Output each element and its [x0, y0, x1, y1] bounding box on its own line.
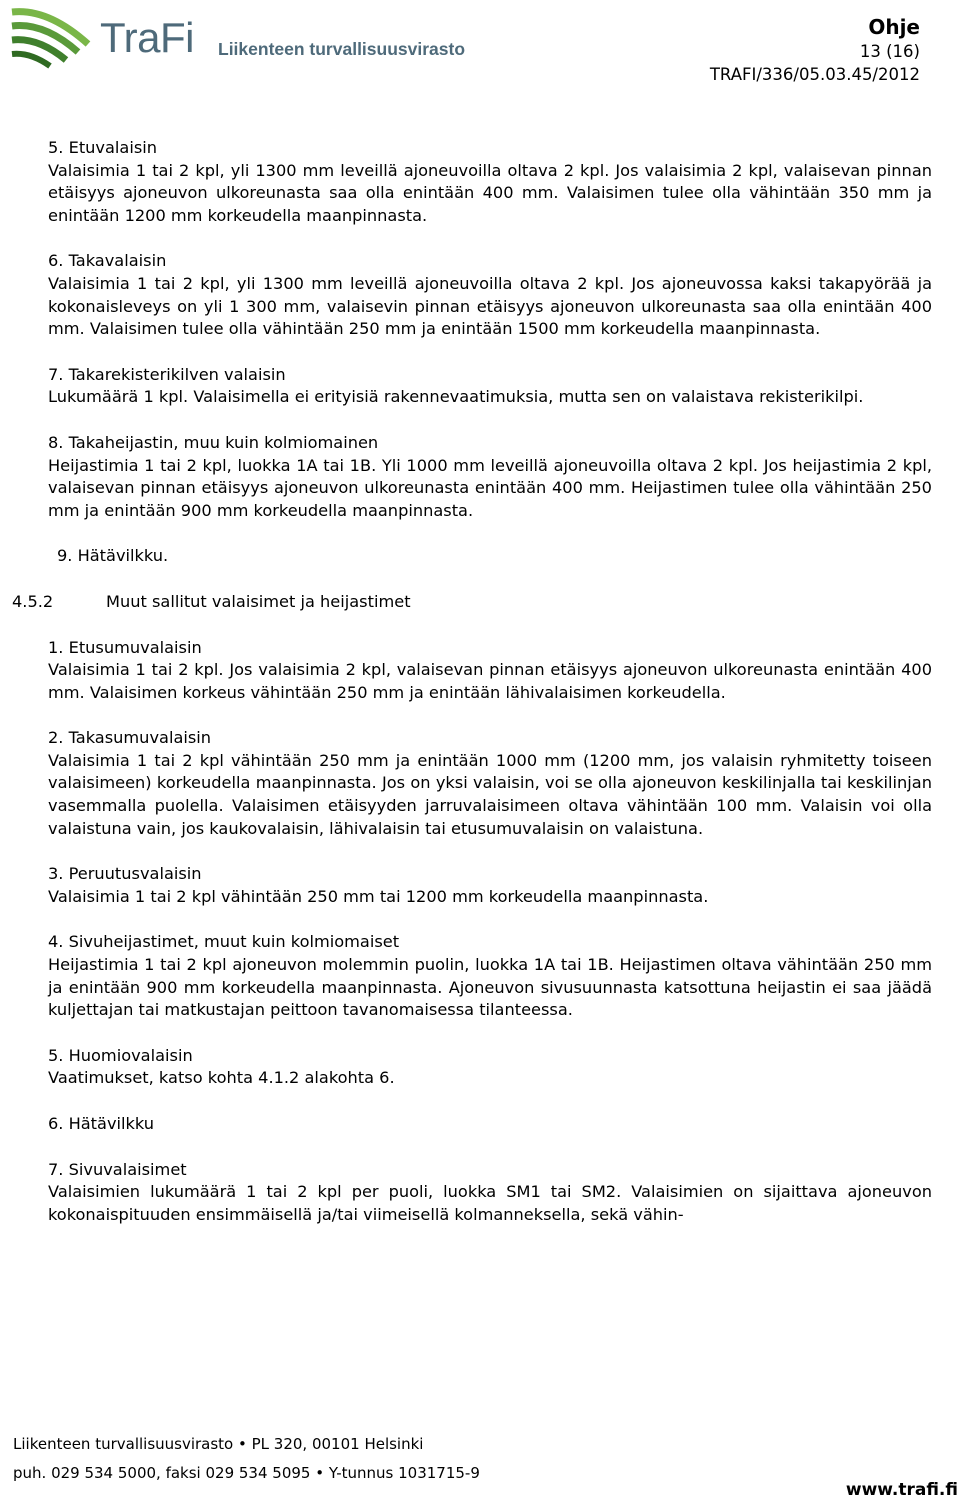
- logo-wordmark: TraFi: [100, 14, 194, 61]
- item-3: [48, 863, 932, 908]
- section-title: 5. Etuvalaisin: [48, 138, 158, 157]
- document-reference: TRAFI/336/05.03.45/2012: [709, 65, 920, 84]
- section-title: 7. Takarekisterikilven valaisin: [48, 364, 286, 384]
- section-9: [48, 545, 932, 568]
- section-6: [48, 250, 932, 340]
- item-5: [48, 1045, 932, 1090]
- page-footer: [13, 1433, 480, 1491]
- section-8: [48, 432, 932, 522]
- item-1: [48, 637, 932, 705]
- website-link[interactable]: www.trafi.fi: [845, 1480, 958, 1500]
- section-5: [48, 137, 932, 227]
- subsection-heading: [12, 591, 932, 614]
- item-text: Heijastimia 1 tai 2 kpl ajoneuvon molemmin puolin, luokka 1A tai 1B. Heijastimen oltava vähintään 250 mm ja enintään 900 mm korkeudella maanpinnasta. Ajoneuvon sivusuunnasta katsottuna heijastin ei saa jäädä kuljettajan tai matkustajan peittoon tavanomaisessa tilanteessa.: [48, 955, 932, 1020]
- section-title: 8. Takaheijastin, muu kuin kolmiomainen: [48, 432, 379, 452]
- page-number: 13 (16): [859, 42, 920, 61]
- item-title: 1. Etusumuvalaisin: [48, 637, 202, 657]
- item-2: [48, 727, 932, 840]
- document-type: Ohje: [868, 15, 920, 39]
- subsection-title: Muut sallitut valaisimet ja heijastimet: [106, 591, 411, 611]
- section-text: Valaisimia 1 tai 2 kpl, yli 1300 mm leveillä ajoneuvoilla oltava 2 kpl. Jos ajoneuvossa kaksi takapyörää ja kokonaisleveys on yli 1 300 mm, valaisevin pinnan etäisyys ajoneuvon ulkoreunasta saa olla enintään 400 mm. Valaisimen tulee olla vähintään 250 mm ja enintään 1500 mm korkeudella maanpinnasta.: [48, 273, 932, 339]
- item-text: Valaisimia 1 tai 2 kpl vähintään 250 mm tai 1200 mm korkeudella maanpinnasta.: [48, 886, 709, 906]
- section-text: Heijastimia 1 tai 2 kpl, luokka 1A tai 1B. Yli 1000 mm leveillä ajoneuvoilla oltava 2 kpl. Jos heijastimia 2 kpl, valaisevan pinnan etäisyys ajoneuvon ulkoreunasta enintään 400 mm. Heijastimen tulee olla vähintään 250 mm ja enintään 900 mm korkeudella maanpinnasta.: [48, 455, 932, 520]
- subsection-number: 4.5.2: [12, 591, 54, 611]
- item-title: 5. Huomiovalaisin: [48, 1045, 193, 1065]
- section-text: Lukumäärä 1 kpl. Valaisimella ei erityisiä rakennevaatimuksia, mutta sen on valaistava rekisterikilpi.: [48, 387, 864, 407]
- item-7: [48, 1159, 932, 1227]
- item-title: 6. Hätävilkku: [48, 1114, 155, 1133]
- item-text: Vaatimukset, katso kohta 4.1.2 alakohta 6.: [48, 1068, 395, 1088]
- trafi-logo-arcs-icon: [8, 4, 100, 70]
- section-text: Valaisimia 1 tai 2 kpl, yli 1300 mm leveillä ajoneuvoilla oltava 2 kpl. Jos valaisimia 2 kpl, valaisevan pinnan etäisyys ajoneuvon ulkoreunasta saa olla enintään 400 mm. Valaisimen tulee olla vähintään 350 mm ja enintään 1200 mm korkeudella maanpinnasta.: [48, 160, 932, 225]
- item-4: [48, 931, 932, 1021]
- footer-contact: puh. 029 534 5000, faksi 029 534 5095 • Y-tunnus 1031715-9: [13, 1464, 480, 1482]
- item-title: 4. Sivuheijastimet, muut kuin kolmiomaiset: [48, 932, 400, 952]
- document-body: [12, 137, 932, 1249]
- item-text: Valaisimia 1 tai 2 kpl. Jos valaisimia 2 kpl, valaisevan pinnan etäisyys ajoneuvon ulkoreunasta enintään 400 mm. Valaisimen korkeus vähintään 250 mm ja enintään lähivalaisimen korkeudella.: [48, 660, 932, 702]
- item-text: Valaisimien lukumäärä 1 tai 2 kpl per puoli, luokka SM1 tai SM2. Valaisimien on sijaittava ajoneuvon kokonaispituuden ensimmäisellä ja/tai viimeisellä kolmanneksella, sekä vähin-: [48, 1182, 932, 1224]
- item-title: 3. Peruutusvalaisin: [48, 864, 202, 884]
- footer-address: Liikenteen turvallisuusvirasto • PL 320, 00101 Helsinki: [13, 1435, 424, 1453]
- document-header: [710, 14, 920, 86]
- item-text: Valaisimia 1 tai 2 kpl vähintään 250 mm ja enintään 1000 mm (1200 mm, jos valaisin ryhmitetty toiseen valaisimeen) korkeudella maanpinnasta. Jos on yksi valaisin, voi se olla ajoneuvon keskilinjalla tai keskilinjan vasemmalla puolella. Valaisimen etäisyyden jarruvalaisimeen oltava vähintään 100 mm. Valaisin voi olla valaistuna vain, jos kaukovalaisin, lähivalaisin tai etusumuvalaisin on valaistuna.: [48, 750, 932, 838]
- section-title: 6. Takavalaisin: [48, 251, 167, 271]
- item-title: 2. Takasumuvalaisin: [48, 728, 212, 748]
- logo-tagline: Liikenteen turvallisuusvirasto: [218, 39, 466, 59]
- item-title: 7. Sivuvalaisimet: [48, 1159, 187, 1179]
- item-6: [48, 1113, 932, 1136]
- trafi-logo: [8, 4, 466, 74]
- section-title: 9. Hätävilkku.: [57, 546, 169, 566]
- section-7: [48, 364, 932, 409]
